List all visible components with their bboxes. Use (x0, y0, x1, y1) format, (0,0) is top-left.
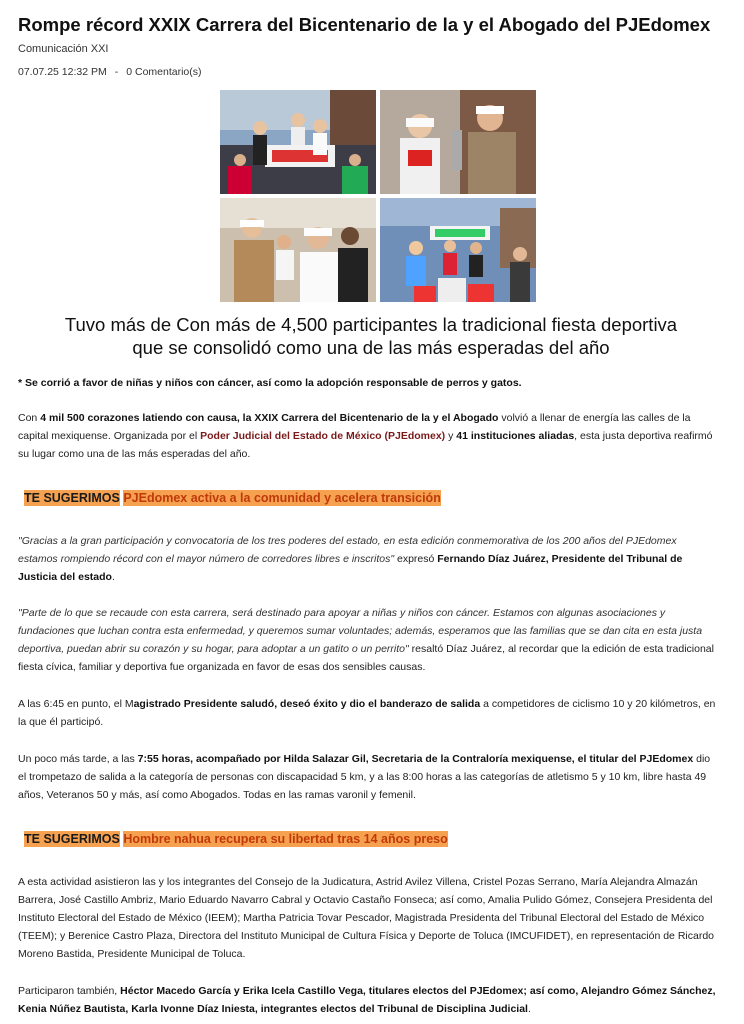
photo-podium-ceremony (380, 198, 536, 302)
paragraph-quote-1: "Gracias a la gran participación y convocatoria de los tres poderes del estado, en esta edición conmemorativa de los 200 años del PJEdomex estamos rompiendo récord con el mayor número de corredores libres e inscritos" expresó Fernando Díaz Juárez, Presidente del Tribunal de Justicia del estado. (18, 535, 683, 583)
suggestion-banner-2[interactable] (24, 832, 448, 846)
suggestion-banner-1[interactable] (24, 491, 441, 505)
photo-collage[interactable] (220, 90, 536, 302)
article-date: 07.07.25 12:32 PM (18, 66, 107, 78)
article-headline: Tuvo más de Con más de 4,500 participantes la tradicional fiesta deportiva que se consolidó como una de las más esperadas del año (64, 314, 678, 358)
paragraph-quote-2: "Parte de lo que se recaude con esta carrera, será destinado para apoyar a niñas y niños con cáncer. Estamos con algunas asociaciones y fundaciones que luchan contra esta enfermedad, y queremos sumar voluntades; además, esperamos que las familias que se dan cita en esta justa deportiva, puedan abrir su corazón y su hogar, para adoptar a un gatito o un perrito" resaltó Díaz Juárez, al recordar que la edición de esta tradicional fiesta cívica, familiar y deportiva fue organizada en favor de esas dos sensibles causas. (18, 607, 714, 673)
paragraph-attendees: A esta actividad asistieron las y los integrantes del Consejo de la Judicatura, Astrid Avilez Villena, Cristel Pozas Serrano, María Alejandra Almazán Barrera, José Castillo Ambriz, Mario Eduardo Navarro Cabral y Octavio Castaño Fonseca; así como, Amalia Pulido Gómez, Consejera Presidenta del Instituto Electoral del Estado de México (IEEM); Martha Patricia Tovar Pescador, Magistrada Presidenta del Tribunal Electoral del Estado de México (TEEM); y Berenice Castro Plaza, Directora del Instituto Municipal de Cultura Física y Deporte de Toluca (IMCUFIDET), en representación de Ricardo Moreno Bastida, Presidente Municipal de Toluca. (18, 876, 714, 960)
suggestion-link[interactable]: PJEdomex activa a la comunidad y acelera transición (123, 491, 441, 505)
paragraph-start-cycling: A las 6:45 en punto, el Magistrado Presidente saludó, deseó éxito y dio el banderazo de salida a competidores de ciclismo 10 y 20 kilómetros, en la que él participó. (18, 698, 716, 728)
bullet-summary: * Se corrió a favor de niñas y niños con cáncer, así como la adopción responsable de perros y gatos. (18, 377, 522, 389)
article-author[interactable]: Comunicación XXI (18, 43, 109, 55)
article-title: Rompe récord XXIX Carrera del Bicentenario de la y el Abogado del PJEdomex (18, 14, 711, 35)
meta-separator: - (114, 66, 119, 78)
paragraph-participants: Participaron también, Héctor Macedo García y Erika Icela Castillo Vega, titulares electos del PJEdomex; así como, Alejandro Gómez Sánchez, Kenia Núñez Bautista, Karla Ivonne Díaz Iniesta, integrantes electos del Tribunal de Disciplina Judicial. (18, 985, 716, 1015)
suggestion-label: TE SUGERIMOS (24, 832, 120, 846)
photo-podium-winners (220, 90, 376, 194)
photo-crowd-runners (220, 198, 376, 302)
photo-medal-ceremony (380, 90, 536, 194)
paragraph-start-athletics: Un poco más tarde, a las 7:55 horas, acompañado por Hilda Salazar Gil, Secretaria de la Contraloría mexiquense, el titular del PJEdomex dio el trompetazo de salida a la categoría de personas con discapacidad 5 km, y a las 8:00 horas a las categorías de atletismo 5 y 10 km, libre hasta 49 años, Veteranos 50 y más, así como Abogados. Todas en las ramas varonil y femenil. (18, 753, 711, 801)
paragraph-intro: Con 4 mil 500 corazones latiendo con causa, la XXIX Carrera del Bicentenario de la y el Abogado volvió a llenar de energía las calles de la capital mexiquense. Organizada por el Poder Judicial del Estado de México (PJEdomex) y 41 instituciones aliadas, esta justa deportiva reafirmó su lugar como una de las más esperadas del año. (18, 412, 713, 460)
article-meta (18, 66, 202, 78)
comments-link[interactable]: 0 Comentario(s) (126, 66, 202, 78)
pjedomex-link[interactable]: Poder Judicial del Estado de México (PJEdomex) (200, 430, 446, 442)
suggestion-link[interactable]: Hombre nahua recupera su libertad tras 14 años preso (123, 832, 448, 846)
suggestion-label: TE SUGERIMOS (24, 491, 120, 505)
